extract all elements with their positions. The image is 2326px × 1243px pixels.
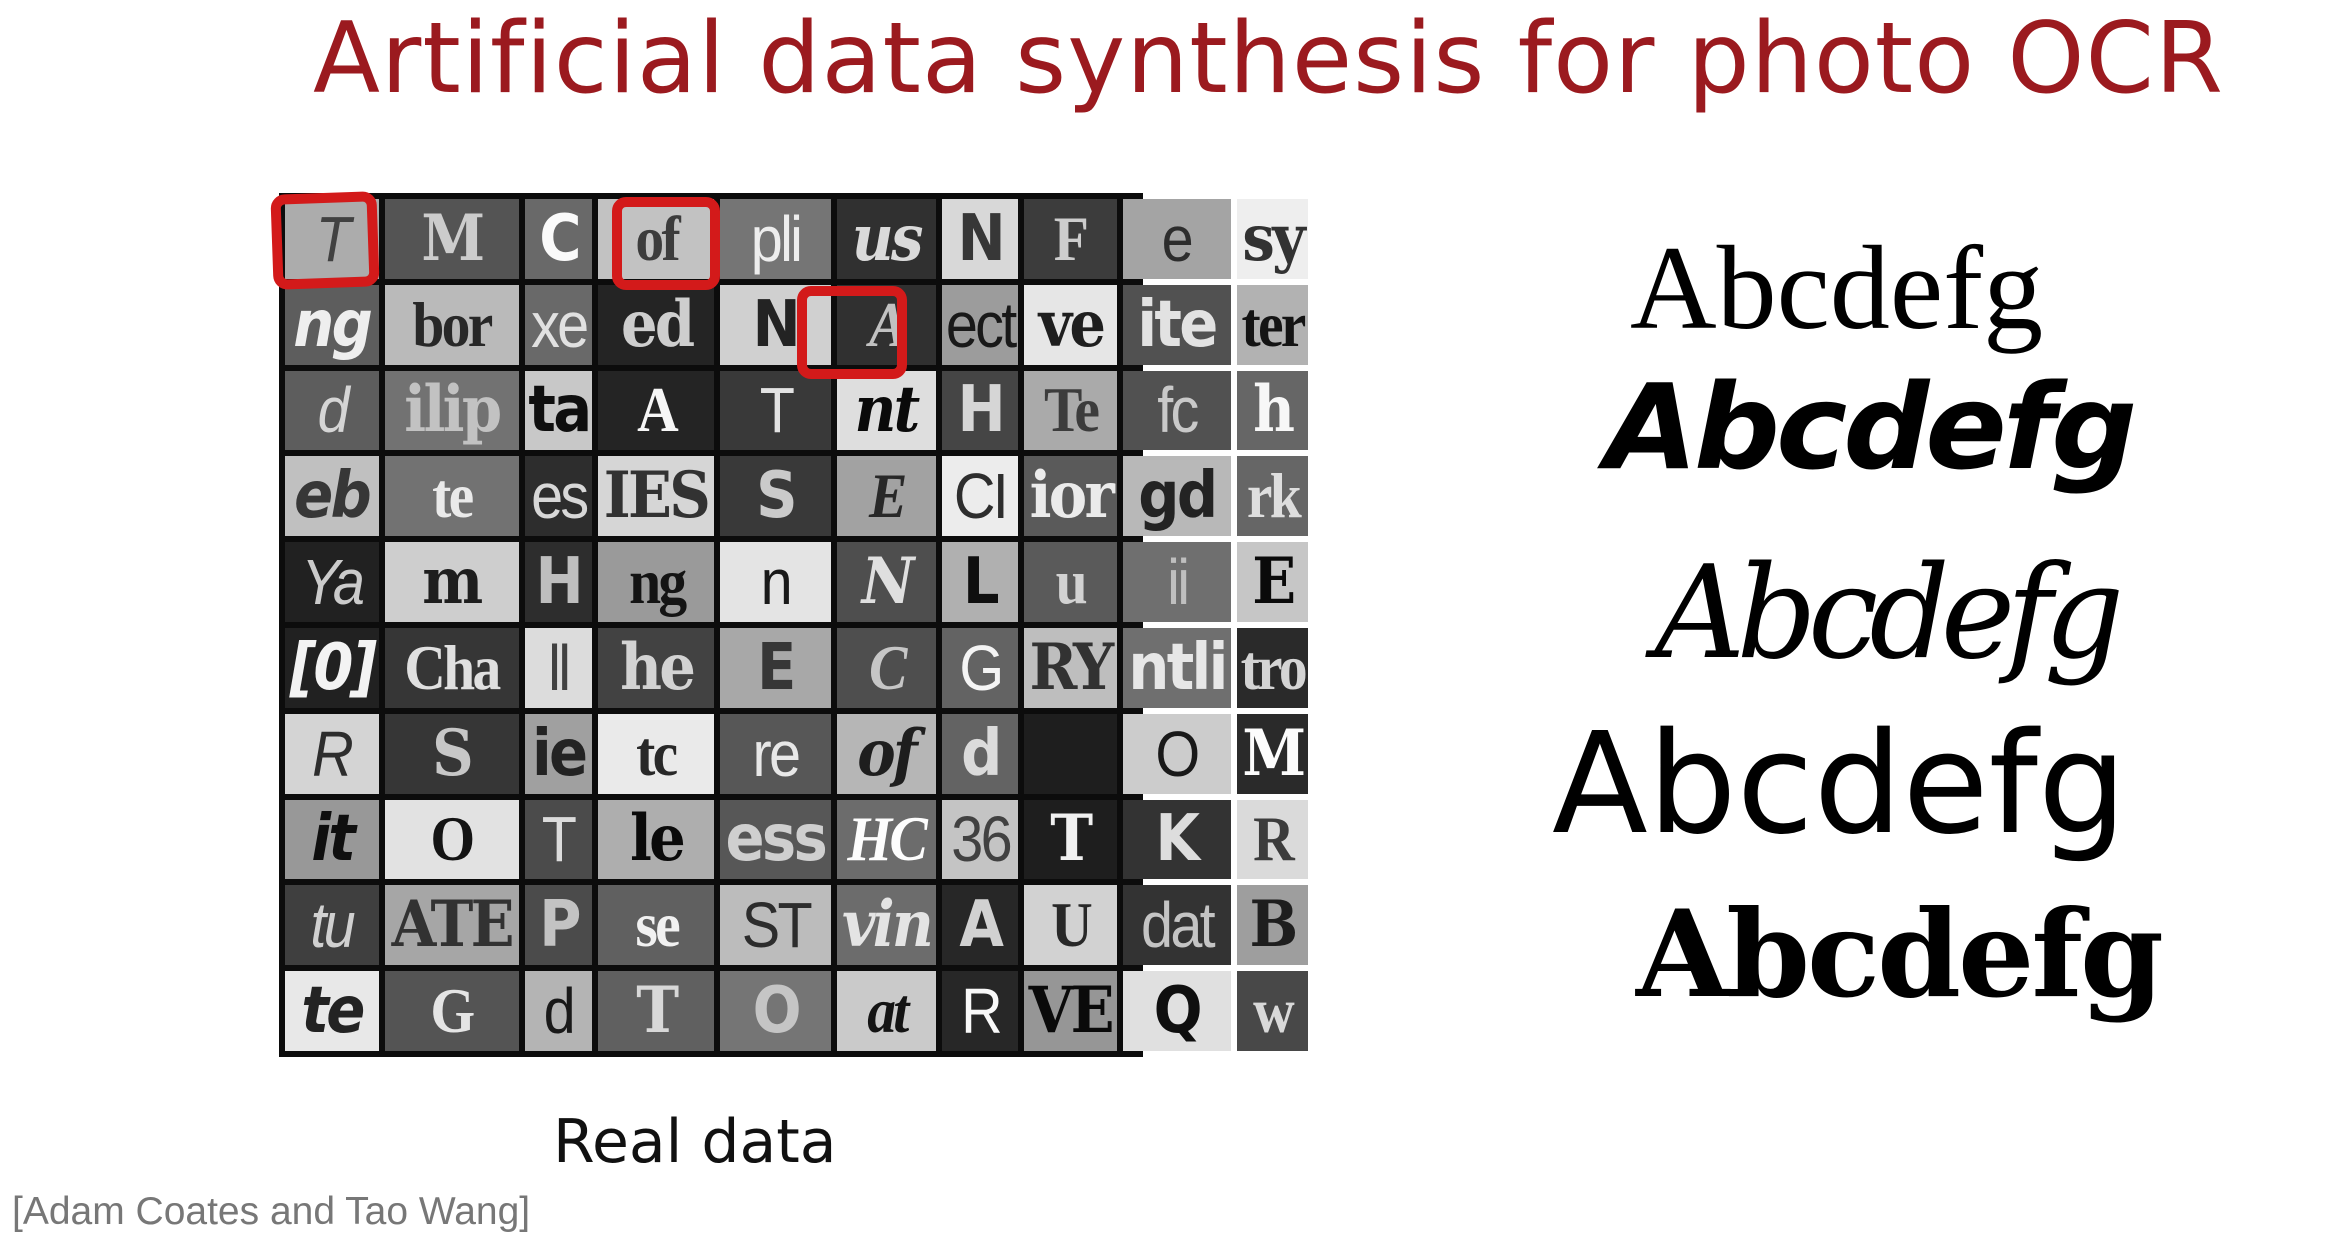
char-image-text: pli (750, 202, 801, 275)
char-image-cell (598, 371, 714, 451)
char-image-cell (525, 456, 593, 536)
char-image-cell (385, 542, 519, 622)
char-image-cell (1123, 285, 1231, 365)
char-image-cell (720, 628, 831, 708)
char-image-text: C (538, 201, 579, 276)
char-image-cell (720, 714, 831, 794)
char-image-cell (942, 199, 1018, 279)
char-image-text: Ya (301, 546, 363, 619)
char-image-text: P (538, 888, 579, 963)
char-image-cell (942, 371, 1018, 451)
char-image-cell (1237, 714, 1309, 794)
char-image-text: u (1055, 546, 1086, 618)
char-image-cell (720, 371, 831, 451)
char-image-cell (385, 456, 519, 536)
char-image-cell (385, 714, 519, 794)
char-image-cell (385, 885, 519, 965)
char-image-text: tu (310, 889, 354, 962)
char-image-cell (837, 542, 936, 622)
char-image-cell (837, 714, 936, 794)
char-image-text: A (868, 288, 905, 360)
char-image-text: E (757, 630, 794, 705)
char-image-text: eb (294, 459, 370, 534)
char-image-text: M (1242, 715, 1304, 791)
char-image-text: ess (725, 802, 826, 877)
char-image-text: VE (1028, 973, 1113, 1049)
char-image-text: A (636, 374, 676, 446)
char-image-cell (1237, 199, 1309, 279)
char-image-cell (720, 800, 831, 880)
char-image-text: ii (1166, 546, 1187, 619)
char-image-text: S (432, 715, 472, 791)
char-image-text: N (861, 544, 912, 620)
char-image-text: se (635, 889, 678, 961)
char-image-text: rk (1246, 460, 1299, 532)
char-image-cell (385, 199, 519, 279)
char-image-text: H (535, 545, 582, 620)
highlight-box (797, 286, 907, 379)
char-image-cell (942, 971, 1018, 1051)
char-image-text: te (432, 460, 472, 532)
char-image-cell (1237, 456, 1309, 536)
char-image-cell (720, 199, 831, 279)
char-image-cell (285, 714, 379, 794)
char-image-text: dat (1140, 889, 1213, 962)
char-image-cell (942, 456, 1018, 536)
char-image-text: d (960, 716, 1000, 791)
char-image-cell (385, 285, 519, 365)
char-image-cell (1237, 371, 1309, 451)
char-image-cell (525, 199, 593, 279)
char-image-text: ng (293, 287, 371, 362)
char-image-text: T (1050, 801, 1091, 877)
char-image-cell (285, 456, 379, 536)
char-image-text: d (543, 975, 574, 1048)
char-image-cell (942, 628, 1018, 708)
char-image-text: h (1252, 372, 1293, 448)
char-image-cell (598, 971, 714, 1051)
char-image-cell (285, 371, 379, 451)
char-image-cell (1123, 628, 1231, 708)
char-image-text: ST (741, 889, 810, 962)
char-image-cell (525, 285, 593, 365)
char-image-text: [0] (289, 630, 375, 705)
char-image-text: K (1155, 802, 1198, 877)
char-image-cell (598, 800, 714, 880)
char-image-text: C (868, 631, 905, 703)
char-image-text: B (1249, 887, 1296, 963)
char-image-cell (837, 971, 936, 1051)
char-image-text: Cha (404, 631, 499, 703)
char-image-text: R (1253, 803, 1293, 875)
char-image-cell (525, 800, 593, 880)
char-image-cell (525, 714, 593, 794)
font-sample-casual: Abcdefg (1552, 703, 2127, 866)
char-image-cell (942, 800, 1018, 880)
char-image-cell (385, 971, 519, 1051)
char-image-text: T (315, 202, 349, 275)
char-image-cell (1024, 628, 1116, 708)
char-image-cell (1024, 971, 1116, 1051)
char-image-text: tc (636, 717, 677, 789)
char-image-text: he (619, 629, 693, 705)
char-image-cell (598, 885, 714, 965)
font-sample-bold-script: Abcdefg (1604, 358, 2134, 496)
char-image-cell (1123, 456, 1231, 536)
char-image-text: ter (1241, 288, 1304, 360)
char-image-cell (1237, 285, 1309, 365)
char-image-text: n (760, 546, 791, 619)
char-image-cell (285, 800, 379, 880)
char-image-text: d (317, 374, 347, 447)
char-image-text: IES (604, 458, 709, 534)
char-image-cell (1123, 971, 1231, 1051)
char-image-cell (525, 885, 593, 965)
char-image-text: N (957, 201, 1003, 276)
char-image-text: fc (1157, 374, 1197, 447)
char-image-cell (1237, 971, 1309, 1051)
char-image-text: us (851, 200, 921, 276)
char-image-text: at (866, 975, 907, 1047)
slide-title: Artificial data synthesis for photo OCR (313, 2, 2225, 116)
char-image-text: A (959, 888, 1002, 963)
char-image-cell (1123, 800, 1231, 880)
char-image-text: U (1051, 889, 1090, 961)
char-image-cell (837, 456, 936, 536)
char-image-text: e (1162, 202, 1192, 275)
char-image-cell (1237, 885, 1309, 965)
char-image-cell (837, 800, 936, 880)
char-image-text: H (957, 373, 1003, 448)
char-image-text: G (430, 975, 473, 1047)
char-image-text: ve (1038, 286, 1103, 362)
char-image-cell (1024, 371, 1116, 451)
char-image-cell (598, 456, 714, 536)
real-data-image-grid (279, 193, 1305, 1057)
char-image-cell (1237, 628, 1309, 708)
char-image-cell (285, 628, 379, 708)
char-image-text: R (312, 717, 352, 790)
char-image-text: ie (531, 716, 586, 791)
char-image-text: ed (620, 286, 693, 362)
char-image-text: M (421, 200, 483, 276)
char-image-cell (942, 285, 1018, 365)
char-image-cell (837, 885, 936, 965)
char-image-text: O (430, 803, 473, 875)
char-image-text: 36 (950, 803, 1010, 876)
char-image-cell (942, 885, 1018, 965)
char-image-cell (1123, 885, 1231, 965)
char-image-text: ATE (391, 887, 512, 963)
char-image-cell (385, 371, 519, 451)
char-image-text: te (301, 974, 363, 1049)
char-image-text: of (857, 715, 916, 791)
char-image-text: gd (1138, 459, 1216, 534)
char-image-cell (285, 971, 379, 1051)
char-image-text: N (752, 287, 799, 362)
char-image-cell (385, 628, 519, 708)
char-image-cell (720, 971, 831, 1051)
char-image-cell (1237, 800, 1309, 880)
source-credit: [Adam Coates and Tao Wang] (12, 1190, 531, 1233)
char-image-text: L (963, 545, 998, 620)
font-sample-blackletter: Abcdefg (1636, 884, 2161, 1025)
char-image-text: G (959, 631, 1002, 704)
char-image-cell (837, 199, 936, 279)
char-image-cell (1024, 885, 1116, 965)
char-image-cell (1024, 714, 1116, 794)
highlight-box (612, 197, 720, 290)
char-image-text: xe (530, 288, 587, 361)
char-image-cell (598, 628, 714, 708)
char-image-cell (285, 542, 379, 622)
char-image-cell (1024, 800, 1116, 880)
font-sample-calligraphy: Abcdefg (1654, 539, 2116, 688)
char-image-cell (598, 542, 714, 622)
char-image-text: E (868, 460, 905, 532)
char-image-cell (837, 371, 936, 451)
char-image-cell (525, 542, 593, 622)
char-image-cell (1024, 456, 1116, 536)
char-image-text: F (1054, 202, 1087, 274)
char-image-text: ta (527, 373, 589, 448)
char-image-cell (385, 800, 519, 880)
highlight-box (270, 191, 379, 290)
char-image-cell (1024, 199, 1116, 279)
char-image-text: of (635, 202, 678, 274)
char-image-text: T (542, 803, 575, 876)
font-sample-serif: Abcdefg (1630, 221, 2044, 354)
char-image-cell (720, 885, 831, 965)
char-image-cell (1123, 542, 1231, 622)
char-image-cell (837, 628, 936, 708)
char-image-cell (720, 542, 831, 622)
char-image-text: le (629, 801, 683, 877)
char-image-text: ntli (1128, 630, 1226, 705)
char-image-text: HC (847, 803, 926, 875)
char-image-text: es (530, 460, 587, 533)
char-image-cell (525, 971, 593, 1051)
char-image-text: Q (1153, 974, 1200, 1049)
char-image-cell (285, 885, 379, 965)
char-image-text: ll (548, 631, 569, 704)
char-image-text: RY (1029, 629, 1112, 705)
char-image-cell (525, 371, 593, 451)
char-image-cell (525, 628, 593, 708)
real-data-caption: Real data (553, 1107, 837, 1177)
char-image-text: ite (1137, 287, 1216, 362)
char-image-cell (598, 714, 714, 794)
char-image-text: O (752, 974, 799, 1049)
char-image-text: R (960, 975, 1000, 1048)
char-image-cell (720, 456, 831, 536)
char-image-text: vin (841, 887, 931, 963)
char-image-cell (1123, 371, 1231, 451)
char-image-text: it (311, 802, 353, 877)
char-image-text: ng (628, 546, 685, 618)
char-image-text: tro (1240, 631, 1305, 703)
char-image-cell (1024, 542, 1116, 622)
char-image-text: re (752, 717, 799, 790)
char-image-text: CI (954, 460, 1007, 533)
char-image-text: ior (1029, 458, 1112, 534)
char-image-text: nt (854, 372, 918, 448)
char-image-text: Te (1043, 374, 1098, 446)
char-image-text: bor (412, 288, 491, 360)
char-image-cell (1024, 285, 1116, 365)
char-image-cell (285, 285, 379, 365)
char-image-cell (942, 542, 1018, 622)
char-image-text: m (422, 544, 481, 620)
char-image-text: sy (1242, 200, 1303, 276)
char-image-text: ilip (404, 372, 500, 448)
char-image-text: ect (945, 288, 1015, 361)
char-image-text: T (759, 374, 792, 447)
char-image-text: S (756, 459, 796, 534)
char-image-cell (1123, 199, 1231, 279)
char-image-text: T (636, 973, 677, 1049)
char-image-cell (1123, 714, 1231, 794)
char-image-text: E (1251, 544, 1294, 620)
char-image-text: w (1253, 975, 1293, 1047)
char-image-text: O (1155, 717, 1198, 790)
char-image-cell (942, 714, 1018, 794)
char-image-cell (598, 285, 714, 365)
char-image-cell (1237, 542, 1309, 622)
